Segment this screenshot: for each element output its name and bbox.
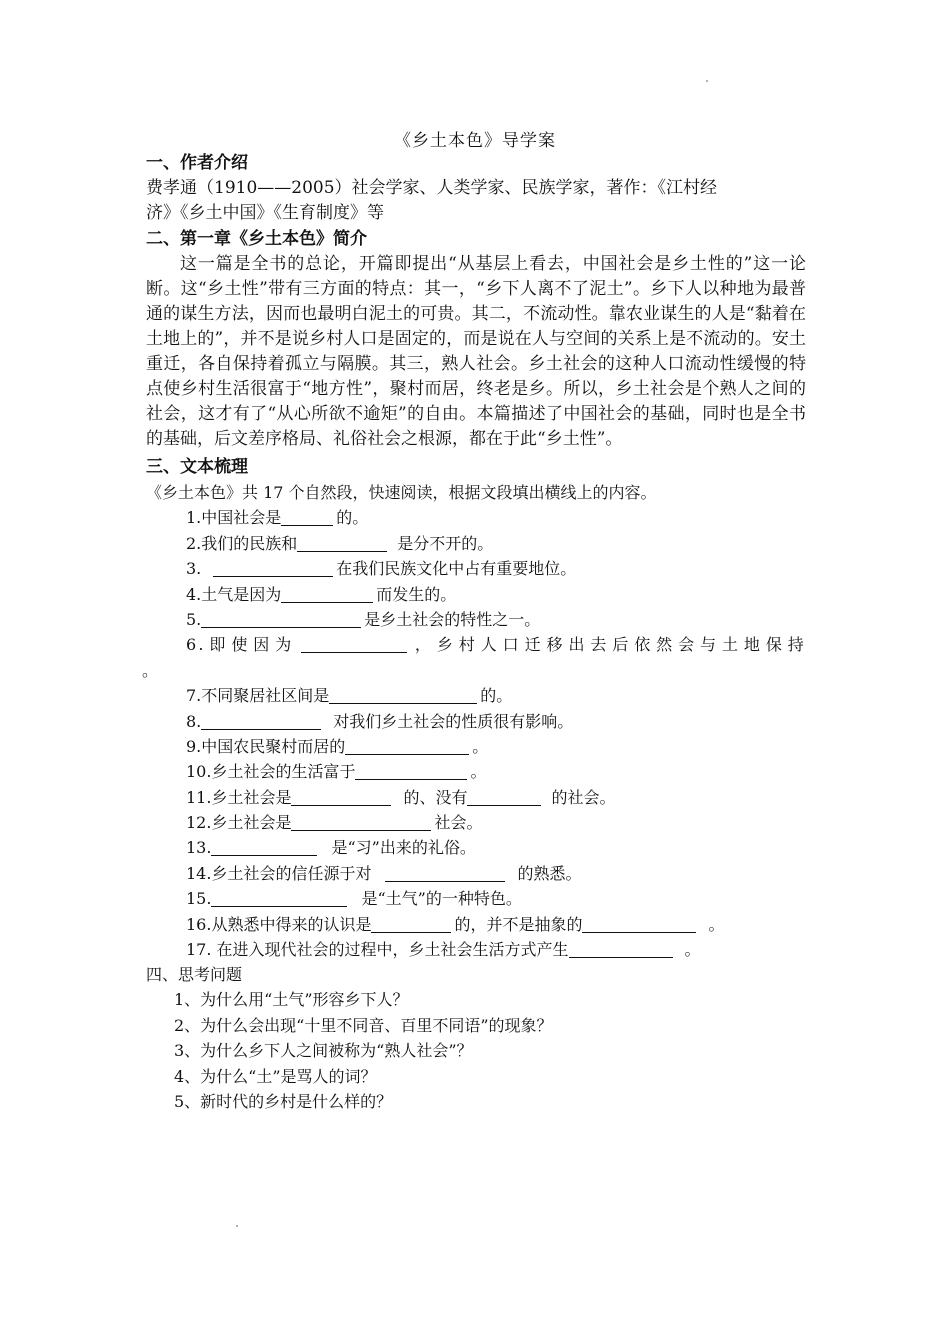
answer-blank[interactable]: [281, 585, 373, 603]
answer-blank[interactable]: [569, 940, 673, 958]
fill-question-7: 7.不同聚居社区间是 的。: [186, 686, 513, 706]
fill-question-12: 12.乡土社会是 社会。: [186, 813, 483, 833]
answer-blank[interactable]: [201, 712, 321, 730]
thinking-question: 3、为什么乡下人之间被称为“熟人社会”？: [174, 1041, 473, 1061]
thinking-question: 5、新时代的乡村是什么样的？: [174, 1091, 393, 1111]
fill-question-1: 1.中国社会是 的。: [186, 508, 369, 528]
fill-question-14: 14.乡土社会的信任源于对 的熟悉。: [186, 863, 582, 883]
answer-blank[interactable]: [355, 762, 467, 780]
scan-speck: [236, 1225, 238, 1227]
answer-blank[interactable]: [467, 788, 541, 806]
answer-blank[interactable]: [385, 864, 505, 882]
fill-question-5: 5. 是乡土社会的特性之一。: [186, 609, 541, 629]
summary-paragraph: 这一篇是全书的总论，开篇即提出“从基层上看去，中国社会是乡土性的”这一论断。这“乡土性”带有三方面的特点：其一，“乡下人离不了泥土”。乡下人以种地为最普通的谋生方法，因而也最明白泥土的可贵。其二，不流动性。靠农业谋生的人是“黏着在土地上的”，并不是说乡村人口是固定的，而是说在人与空间的关系上是不流动的。安土重迁，各自保持着孤立与隔膜。其三，熟人社会。乡土社会的这种人口流动性缓慢的特点使乡村生活很富于“地方性”，聚村而居，终老是乡。所以，乡土社会是个熟人之间的社会，这才有了“从心所欲不逾矩”的自由。本篇描述了中国社会的基础，同时也是全书的基础，后文差序格局、礼俗社会之根源，都在于此“乡土性”。: [146, 254, 806, 449]
answer-blank[interactable]: [297, 534, 387, 552]
answer-blank[interactable]: [213, 559, 333, 577]
document-body: [142, 150, 806, 1114]
fill-question-13: 13. 是“习”出来的礼俗。: [186, 838, 476, 858]
document-title: 《乡土本色》导学案: [394, 131, 556, 151]
fill-question-2: 2.我们的民族和 是分不开的。: [186, 533, 494, 553]
section-heading-summary: 二、第一章《乡土本色》简介: [146, 229, 367, 249]
answer-blank[interactable]: [345, 737, 469, 755]
answer-blank[interactable]: [301, 635, 407, 653]
thinking-question: 4、为什么“土”是骂人的词？: [174, 1066, 377, 1086]
author-intro-line: 济》《乡土中国》《生育制度》等: [146, 203, 384, 223]
answer-blank[interactable]: [582, 915, 696, 933]
fill-question-8: 8. 对我们乡土社会的性质很有影响。: [186, 711, 574, 731]
section-heading-author: 一、作者介绍: [146, 153, 248, 173]
fill-question-3: 3. 在我们民族文化中占有重要地位。: [186, 559, 577, 579]
answer-blank[interactable]: [371, 915, 451, 933]
section-heading-text-review: 三、文本梳理: [146, 457, 248, 477]
fill-question-15: 15. 是“土气”的一种特色。: [186, 889, 522, 909]
section-heading-questions: 四、思考问题: [146, 965, 243, 985]
answer-blank[interactable]: [329, 686, 477, 704]
fill-question-11: 11.乡土社会是 的、没有 的社会。: [186, 787, 616, 807]
answer-blank[interactable]: [281, 508, 333, 526]
author-intro-line: 费孝通（1910——2005）社会学家、人类学家、民族学家，著作：《江村经: [146, 178, 718, 198]
exercise-instructions: 《乡土本色》共 17 个自然段，快速阅读，根据文段填出横线上的内容。: [146, 483, 657, 502]
fill-question-9: 9.中国农民聚村而居的 。: [186, 736, 489, 756]
fill-question-16: 16.从熟悉中得来的认识是 的，并不是抽象的 。: [186, 914, 725, 934]
answer-blank[interactable]: [291, 788, 391, 806]
fill-question-6: 6.即使因为 ，乡村人口迁移出去后依然会与土地保持: [186, 635, 806, 655]
answer-blank[interactable]: [201, 610, 361, 628]
fill-question-4: 4.土气是因为 而发生的。: [186, 584, 457, 604]
answer-blank[interactable]: [211, 889, 347, 907]
answer-blank[interactable]: [291, 813, 431, 831]
thinking-question: 1、为什么用“土气”形容乡下人？: [174, 990, 409, 1010]
fill-question-17: 17. 在进入现代社会的过程中，乡土社会生活方式产生 。: [186, 940, 701, 960]
thinking-question: 2、为什么会出现“十里不同音、百里不同语”的现象？: [174, 1015, 553, 1035]
fill-question-6-end: 。: [142, 660, 159, 680]
answer-blank[interactable]: [211, 838, 317, 856]
fill-question-10: 10.乡土社会的生活富于 。: [186, 762, 487, 782]
scan-speck: [706, 80, 708, 82]
